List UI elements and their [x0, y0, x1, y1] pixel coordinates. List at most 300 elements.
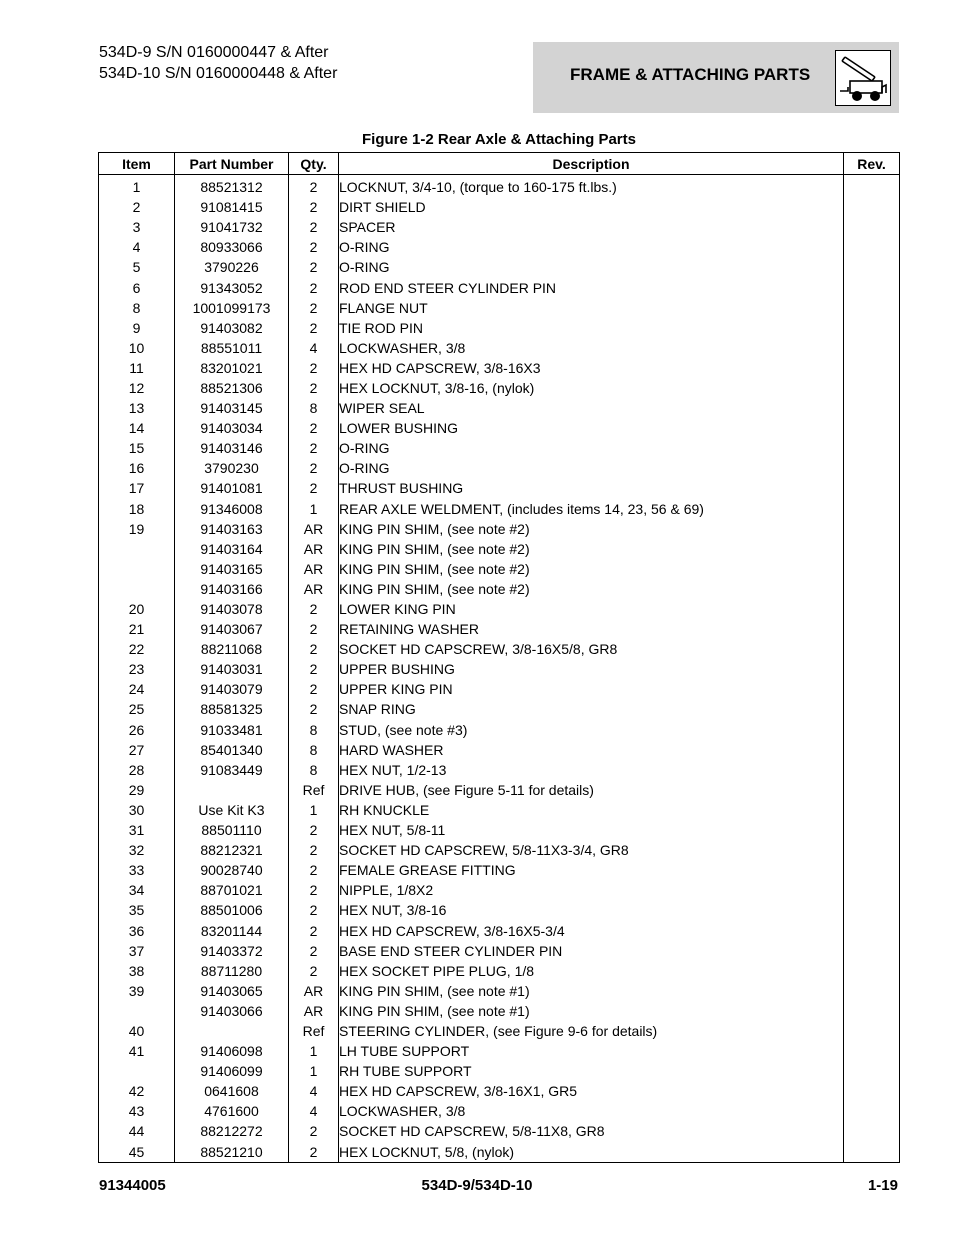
description-cell: HEX NUT, 3/8-16: [339, 900, 844, 920]
table-row: [99, 679, 900, 699]
qty-cell: 8: [289, 720, 339, 740]
item-cell: 25: [99, 699, 175, 719]
part-number-cell: 91403164: [175, 539, 289, 559]
rev-cell: [844, 1081, 900, 1101]
item-cell: 8: [99, 298, 175, 318]
rev-cell: [844, 175, 900, 198]
description-cell: TIE ROD PIN: [339, 318, 844, 338]
part-number-cell: 91033481: [175, 720, 289, 740]
qty-cell: 2: [289, 175, 339, 198]
description-cell: O-RING: [339, 458, 844, 478]
part-number-cell: 91403082: [175, 318, 289, 338]
rev-cell: [844, 539, 900, 559]
qty-cell: AR: [289, 519, 339, 539]
description-cell: KING PIN SHIM, (see note #1): [339, 981, 844, 1001]
qty-cell: 8: [289, 398, 339, 418]
parts-table: [98, 152, 900, 1163]
table-row: [99, 579, 900, 599]
rev-cell: [844, 1142, 900, 1163]
rev-cell: [844, 720, 900, 740]
description-cell: STEERING CYLINDER, (see Figure 9-6 for details): [339, 1021, 844, 1041]
part-number-cell: 88521210: [175, 1142, 289, 1163]
part-number-cell: 88521306: [175, 378, 289, 398]
part-number-cell: [175, 780, 289, 800]
qty-cell: 2: [289, 217, 339, 237]
table-row: [99, 981, 900, 1001]
section-title: FRAME & ATTACHING PARTS: [570, 65, 811, 84]
rev-cell: [844, 800, 900, 820]
qty-cell: Ref: [289, 1021, 339, 1041]
part-number-cell: 91403034: [175, 418, 289, 438]
part-number-cell: 4761600: [175, 1101, 289, 1121]
qty-cell: 2: [289, 318, 339, 338]
qty-cell: 2: [289, 438, 339, 458]
qty-cell: 2: [289, 679, 339, 699]
rev-cell: [844, 378, 900, 398]
description-cell: O-RING: [339, 438, 844, 458]
part-number-cell: 91403065: [175, 981, 289, 1001]
table-row: [99, 519, 900, 539]
item-cell: 34: [99, 880, 175, 900]
section-banner: [533, 42, 899, 113]
description-cell: O-RING: [339, 257, 844, 277]
rev-cell: [844, 961, 900, 981]
rev-cell: [844, 920, 900, 940]
qty-cell: 8: [289, 740, 339, 760]
description-cell: HARD WASHER: [339, 740, 844, 760]
rev-cell: [844, 880, 900, 900]
rev-cell: [844, 217, 900, 237]
description-cell: UPPER BUSHING: [339, 659, 844, 679]
description-cell: KING PIN SHIM, (see note #2): [339, 559, 844, 579]
rev-cell: [844, 740, 900, 760]
table-row: [99, 1041, 900, 1061]
rev-cell: [844, 1101, 900, 1121]
part-number-cell: 91041732: [175, 217, 289, 237]
item-cell: 6: [99, 277, 175, 297]
table-row: [99, 619, 900, 639]
serial-range: [99, 42, 337, 84]
table-row: [99, 800, 900, 820]
description-cell: FLANGE NUT: [339, 298, 844, 318]
table-row: [99, 1121, 900, 1141]
table-row: [99, 880, 900, 900]
item-cell: 18: [99, 499, 175, 519]
serial-line-2: 534D-10 S/N 0160000448 & After: [99, 65, 338, 82]
qty-cell: 2: [289, 961, 339, 981]
rev-cell: [844, 760, 900, 780]
part-number-cell: 88701021: [175, 880, 289, 900]
description-cell: LOCKWASHER, 3/8: [339, 338, 844, 358]
serial-line-1: 534D-9 S/N 0160000447 & After: [99, 44, 329, 61]
part-number-cell: 88211068: [175, 639, 289, 659]
qty-cell: 2: [289, 840, 339, 860]
table-row: [99, 175, 900, 198]
qty-cell: 2: [289, 699, 339, 719]
description-cell: SPACER: [339, 217, 844, 237]
table-row: [99, 1061, 900, 1081]
table-row: [99, 740, 900, 760]
description-cell: LOWER KING PIN: [339, 599, 844, 619]
qty-cell: 1: [289, 800, 339, 820]
part-number-cell: 80933066: [175, 237, 289, 257]
rev-cell: [844, 277, 900, 297]
description-cell: KING PIN SHIM, (see note #2): [339, 519, 844, 539]
qty-cell: 8: [289, 760, 339, 780]
description-cell: RETAINING WASHER: [339, 619, 844, 639]
table-row: [99, 599, 900, 619]
rev-cell: [844, 1021, 900, 1041]
table-row: [99, 438, 900, 458]
table-row: [99, 478, 900, 498]
table-header-row: [99, 153, 900, 175]
item-cell: 21: [99, 619, 175, 639]
part-number-cell: 91406099: [175, 1061, 289, 1081]
item-cell: 41: [99, 1041, 175, 1061]
qty-cell: 2: [289, 358, 339, 378]
table-row: [99, 699, 900, 719]
qty-cell: AR: [289, 1001, 339, 1021]
table-row: [99, 197, 900, 217]
rev-cell: [844, 478, 900, 498]
rev-cell: [844, 639, 900, 659]
qty-cell: 2: [289, 277, 339, 297]
qty-cell: 2: [289, 1121, 339, 1141]
item-cell: 23: [99, 659, 175, 679]
description-cell: LOWER BUSHING: [339, 418, 844, 438]
column-header-rev: Rev.: [844, 153, 900, 175]
part-number-cell: 91403067: [175, 619, 289, 639]
part-number-cell: 91403163: [175, 519, 289, 539]
description-cell: HEX SOCKET PIPE PLUG, 1/8: [339, 961, 844, 981]
description-cell: RH KNUCKLE: [339, 800, 844, 820]
item-cell: 17: [99, 478, 175, 498]
part-number-cell: 91403078: [175, 599, 289, 619]
item-cell: 32: [99, 840, 175, 860]
part-number-cell: 91403166: [175, 579, 289, 599]
description-cell: THRUST BUSHING: [339, 478, 844, 498]
description-cell: KING PIN SHIM, (see note #1): [339, 1001, 844, 1021]
item-cell: 26: [99, 720, 175, 740]
table-row: [99, 639, 900, 659]
rev-cell: [844, 699, 900, 719]
rev-cell: [844, 1121, 900, 1141]
part-number-cell: 88501006: [175, 900, 289, 920]
column-header-part-number: Part Number: [175, 153, 289, 175]
part-number-cell: 91403066: [175, 1001, 289, 1021]
qty-cell: 1: [289, 1041, 339, 1061]
qty-cell: 2: [289, 478, 339, 498]
rev-cell: [844, 1001, 900, 1021]
part-number-cell: 3790230: [175, 458, 289, 478]
item-cell: [99, 579, 175, 599]
rev-cell: [844, 559, 900, 579]
part-number-cell: 90028740: [175, 860, 289, 880]
footer-page-number: 1-19: [867, 1177, 898, 1194]
qty-cell: 2: [289, 941, 339, 961]
part-number-cell: 91406098: [175, 1041, 289, 1061]
description-cell: O-RING: [339, 237, 844, 257]
rev-cell: [844, 981, 900, 1001]
rev-cell: [844, 257, 900, 277]
part-number-cell: 0641608: [175, 1081, 289, 1101]
part-number-cell: [175, 1021, 289, 1041]
part-number-cell: 91401081: [175, 478, 289, 498]
description-cell: DRIVE HUB, (see Figure 5-11 for details): [339, 780, 844, 800]
qty-cell: 2: [289, 298, 339, 318]
table-row: [99, 499, 900, 519]
item-cell: 11: [99, 358, 175, 378]
description-cell: HEX NUT, 5/8-11: [339, 820, 844, 840]
footer-model: 534D-9/534D-10: [421, 1177, 533, 1194]
item-cell: 30: [99, 800, 175, 820]
qty-cell: 4: [289, 1081, 339, 1101]
table-row: [99, 659, 900, 679]
description-cell: SOCKET HD CAPSCREW, 5/8-11X3-3/4, GR8: [339, 840, 844, 860]
part-number-cell: 83201021: [175, 358, 289, 378]
column-header-description: Description: [339, 153, 844, 175]
rev-cell: [844, 338, 900, 358]
description-cell: NIPPLE, 1/8X2: [339, 880, 844, 900]
part-number-cell: 91081415: [175, 197, 289, 217]
item-cell: 27: [99, 740, 175, 760]
item-cell: 44: [99, 1121, 175, 1141]
rev-cell: [844, 298, 900, 318]
item-cell: 19: [99, 519, 175, 539]
part-number-cell: 88521312: [175, 175, 289, 198]
qty-cell: 4: [289, 338, 339, 358]
item-cell: 28: [99, 760, 175, 780]
part-number-cell: 91403145: [175, 398, 289, 418]
table-row: [99, 760, 900, 780]
item-cell: 31: [99, 820, 175, 840]
rev-cell: [844, 900, 900, 920]
column-header-qty: Qty.: [289, 153, 339, 175]
qty-cell: 2: [289, 378, 339, 398]
item-cell: 43: [99, 1101, 175, 1121]
qty-cell: 1: [289, 1061, 339, 1081]
item-cell: 13: [99, 398, 175, 418]
description-cell: SOCKET HD CAPSCREW, 3/8-16X5/8, GR8: [339, 639, 844, 659]
description-cell: HEX HD CAPSCREW, 3/8-16X1, GR5: [339, 1081, 844, 1101]
description-cell: HEX LOCKNUT, 3/8-16, (nylok): [339, 378, 844, 398]
rev-cell: [844, 780, 900, 800]
item-cell: 2: [99, 197, 175, 217]
qty-cell: AR: [289, 579, 339, 599]
rev-cell: [844, 197, 900, 217]
qty-cell: 2: [289, 1142, 339, 1163]
item-cell: 5: [99, 257, 175, 277]
rev-cell: [844, 237, 900, 257]
part-number-cell: 91403372: [175, 941, 289, 961]
item-cell: [99, 539, 175, 559]
part-number-cell: 83201144: [175, 920, 289, 940]
qty-cell: 2: [289, 639, 339, 659]
rev-cell: [844, 599, 900, 619]
item-cell: 15: [99, 438, 175, 458]
qty-cell: 4: [289, 1101, 339, 1121]
table-row: [99, 840, 900, 860]
qty-cell: 2: [289, 880, 339, 900]
item-cell: 16: [99, 458, 175, 478]
table-row: [99, 780, 900, 800]
rev-cell: [844, 1061, 900, 1081]
rev-cell: [844, 458, 900, 478]
item-cell: 3: [99, 217, 175, 237]
table-row: [99, 559, 900, 579]
table-row: [99, 961, 900, 981]
parts-table-body: [99, 175, 900, 1163]
part-number-cell: 91403079: [175, 679, 289, 699]
qty-cell: 2: [289, 257, 339, 277]
description-cell: HEX NUT, 1/2-13: [339, 760, 844, 780]
description-cell: LOCKWASHER, 3/8: [339, 1101, 844, 1121]
table-row: [99, 860, 900, 880]
rev-cell: [844, 519, 900, 539]
item-cell: 4: [99, 237, 175, 257]
part-number-cell: 91343052: [175, 277, 289, 297]
description-cell: RH TUBE SUPPORT: [339, 1061, 844, 1081]
part-number-cell: 91346008: [175, 499, 289, 519]
rev-cell: [844, 840, 900, 860]
description-cell: STUD, (see note #3): [339, 720, 844, 740]
item-cell: 45: [99, 1142, 175, 1163]
rev-cell: [844, 579, 900, 599]
part-number-cell: 91403165: [175, 559, 289, 579]
item-cell: 37: [99, 941, 175, 961]
table-row: [99, 1001, 900, 1021]
item-cell: 40: [99, 1021, 175, 1041]
table-row: [99, 358, 900, 378]
table-row: [99, 720, 900, 740]
qty-cell: AR: [289, 539, 339, 559]
item-cell: [99, 1061, 175, 1081]
part-number-cell: Use Kit K3: [175, 800, 289, 820]
qty-cell: 2: [289, 599, 339, 619]
part-number-cell: 91403031: [175, 659, 289, 679]
qty-cell: 2: [289, 900, 339, 920]
table-row: [99, 237, 900, 257]
item-cell: 33: [99, 860, 175, 880]
description-cell: HEX HD CAPSCREW, 3/8-16X3: [339, 358, 844, 378]
description-cell: SOCKET HD CAPSCREW, 5/8-11X8, GR8: [339, 1121, 844, 1141]
table-row: [99, 1142, 900, 1163]
item-cell: 14: [99, 418, 175, 438]
description-cell: DIRT SHIELD: [339, 197, 844, 217]
qty-cell: 1: [289, 499, 339, 519]
rev-cell: [844, 1041, 900, 1061]
description-cell: LH TUBE SUPPORT: [339, 1041, 844, 1061]
item-cell: 9: [99, 318, 175, 338]
part-number-cell: 91403146: [175, 438, 289, 458]
telehandler-icon: [835, 50, 891, 106]
item-cell: [99, 1001, 175, 1021]
description-cell: UPPER KING PIN: [339, 679, 844, 699]
item-cell: [99, 559, 175, 579]
description-cell: SNAP RING: [339, 699, 844, 719]
part-number-cell: 91083449: [175, 760, 289, 780]
part-number-cell: 88581325: [175, 699, 289, 719]
rev-cell: [844, 438, 900, 458]
table-row: [99, 820, 900, 840]
qty-cell: 2: [289, 619, 339, 639]
qty-cell: 2: [289, 458, 339, 478]
description-cell: KING PIN SHIM, (see note #2): [339, 579, 844, 599]
footer-document-number: 91344005: [99, 1177, 166, 1194]
rev-cell: [844, 860, 900, 880]
item-cell: 39: [99, 981, 175, 1001]
qty-cell: Ref: [289, 780, 339, 800]
description-cell: REAR AXLE WELDMENT, (includes items 14, 23, 56 & 69): [339, 499, 844, 519]
figure-title: Figure 1-2 Rear Axle & Attaching Parts: [362, 131, 636, 148]
description-cell: HEX LOCKNUT, 5/8, (nylok): [339, 1142, 844, 1163]
part-number-cell: 88501110: [175, 820, 289, 840]
description-cell: ROD END STEER CYLINDER PIN: [339, 277, 844, 297]
table-row: [99, 458, 900, 478]
description-cell: WIPER SEAL: [339, 398, 844, 418]
rev-cell: [844, 941, 900, 961]
description-cell: HEX HD CAPSCREW, 3/8-16X5-3/4: [339, 920, 844, 940]
table-row: [99, 1021, 900, 1041]
table-row: [99, 257, 900, 277]
qty-cell: 2: [289, 197, 339, 217]
item-cell: 12: [99, 378, 175, 398]
part-number-cell: 88212272: [175, 1121, 289, 1141]
rev-cell: [844, 820, 900, 840]
qty-cell: 2: [289, 820, 339, 840]
table-row: [99, 1081, 900, 1101]
description-cell: FEMALE GREASE FITTING: [339, 860, 844, 880]
table-row: [99, 920, 900, 940]
item-cell: 35: [99, 900, 175, 920]
item-cell: 22: [99, 639, 175, 659]
qty-cell: AR: [289, 981, 339, 1001]
table-row: [99, 1101, 900, 1121]
qty-cell: 2: [289, 659, 339, 679]
part-number-cell: 88711280: [175, 961, 289, 981]
qty-cell: 2: [289, 860, 339, 880]
table-row: [99, 298, 900, 318]
item-cell: 20: [99, 599, 175, 619]
table-row: [99, 378, 900, 398]
rev-cell: [844, 499, 900, 519]
table-row: [99, 217, 900, 237]
rev-cell: [844, 659, 900, 679]
table-row: [99, 318, 900, 338]
table-row: [99, 900, 900, 920]
table-row: [99, 539, 900, 559]
table-row: [99, 418, 900, 438]
rev-cell: [844, 358, 900, 378]
table-row: [99, 338, 900, 358]
item-cell: 24: [99, 679, 175, 699]
qty-cell: 2: [289, 920, 339, 940]
part-number-cell: 3790226: [175, 257, 289, 277]
item-cell: 29: [99, 780, 175, 800]
qty-cell: AR: [289, 559, 339, 579]
rev-cell: [844, 679, 900, 699]
part-number-cell: 88212321: [175, 840, 289, 860]
item-cell: 1: [99, 175, 175, 198]
item-cell: 38: [99, 961, 175, 981]
qty-cell: 2: [289, 237, 339, 257]
rev-cell: [844, 418, 900, 438]
table-row: [99, 277, 900, 297]
table-row: [99, 941, 900, 961]
part-number-cell: 1001099173: [175, 298, 289, 318]
description-cell: KING PIN SHIM, (see note #2): [339, 539, 844, 559]
part-number-cell: 85401340: [175, 740, 289, 760]
